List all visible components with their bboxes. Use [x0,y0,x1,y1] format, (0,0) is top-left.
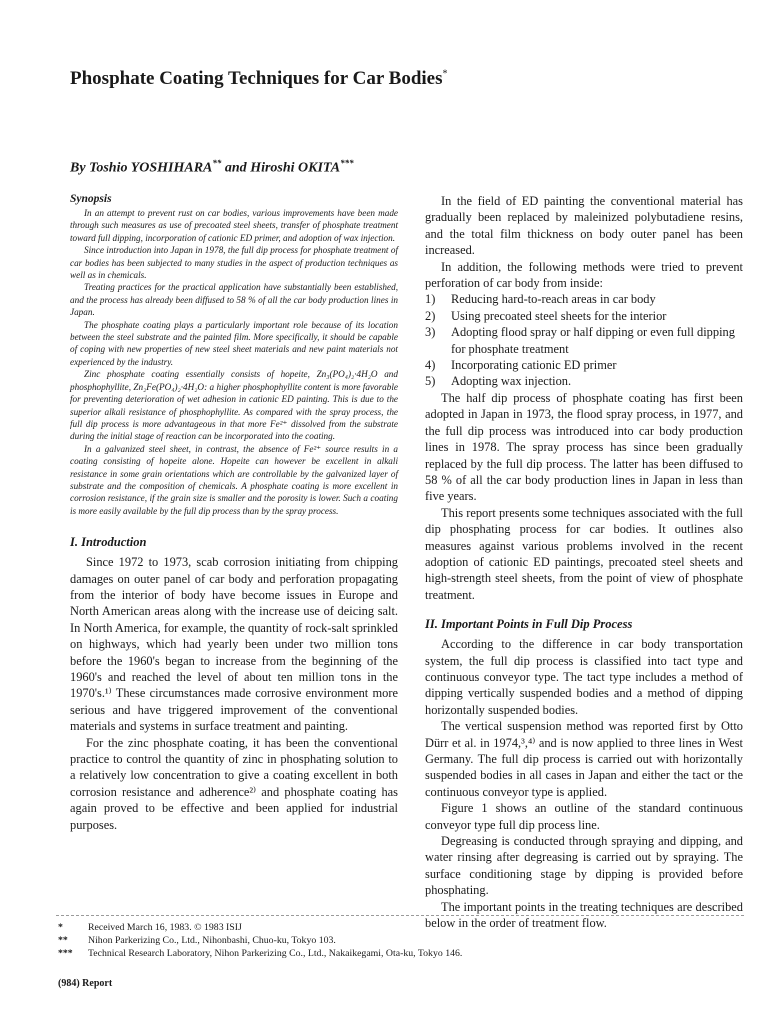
body-paragraph: The half dip process of phosphate coating has first been adopted in Japan in 1973, the flood spray process, in 1977, and the full dip process was introduced into car body production lines in 1978. The spray process has since been gradually replaced by the full dip process. The latter has been diffused to 58 % of all the car body production lines in Japan in less than five years. [425,390,743,504]
title-footnote-mark: * [442,68,448,80]
list-item-number: 1) [425,292,436,307]
synopsis [70,193,398,517]
author-2: Hiroshi OKITA [250,160,341,176]
methods-list [425,291,743,389]
list-item-text: Adopting flood spray or half dipping or even full dipping for phosphate treatment [451,325,735,356]
body-paragraph: For the zinc phosphate coating, it has been the conventional practice to control the quantity of zinc in phosphating solution to a relatively low concentration to give a coating excellent in both corrosion resistance and adherence²⁾ and phosphate coating has again proved to be effective and been applied for industrial purposes. [70,735,398,832]
paper-title: Phosphate Coating Techniques for Car Bodies* [70,68,448,89]
body-paragraph: According to the difference in car body transportation system, the full dip process is classified into tact type and continuous conveyor type. The tact type includes a method of dipping vertically suspended bodies and a method of dipping horizontally suspended bodies. [425,637,743,717]
body-paragraph: Since 1972 to 1973, scab corrosion initiating from chipping damages on outer panel of car body and perforation propagating from the interior of body have become issues in Europe and North American areas along with the increase use of deicing salt. In North America, for example, the quantity of rock-salt sprinkled on highways, which had yearly been under two million tons before the 1960's began to increase from the beginning of the 1960's and reached the level of about ten million tons in the 1970's.¹⁾ These circumstances made corrosive environment more serious and have triggered improvement of the conventional materials and systems in surface treatment and painting. [70,555,398,734]
introduction-section [70,535,398,833]
list-item-number: 2) [425,308,436,323]
body-paragraph: The important points in the treating techniques are described below in the order of treatment flow. [425,899,743,931]
list-item-text: Reducing hard-to-reach areas in car body [451,292,656,307]
author-joiner: and [221,160,251,176]
footnote-mark: ** [58,935,68,947]
body-paragraph: In addition, the following methods were tried to prevent perforation of car body from inside: [425,259,743,291]
author-1: Toshio YOSHIHARA [89,160,213,176]
list-item-text: Using precoated steel sheets for the interior [451,308,667,323]
list-item-text: Incorporating cationic ED primer [451,358,617,373]
body-paragraph: This report presents some techniques associated with the full dip phosphating process for car bodies. It outlines also measures against various problems involved in the recent adoption of cationic ED paintings, precoated steel sheets and high-strength steel sheets, from the point of view of phosphate treatment. [425,505,743,602]
synopsis-paragraph: Since introduction into Japan in 1978, the full dip process for phosphate treatment of car bodies has been subjected to many studies in the aspect of production techniques as well as in chemicals. [70,245,398,281]
footnote-text: Technical Research Laboratory, Nihon Parkerizing Co., Ltd., Nakaikegami, Ota-ku, Tokyo 146. [88,948,463,960]
synopsis-paragraph: Zinc phosphate coating essentially consists of hopeite, Zn₃(PO₄)₂·4H₂O and phosphophyllite, Zn₂Fe(PO₄)₂·4H₂O: a higher phosphophyllite content is more favorable for preventing deterioration of wet adhesion in cationic ED painting. This is due to the superior alkali resistance of phosphophyllite. As compared with the spray process, the full dip process is more advantageous in that more Fe²⁺ dissolved from the substrate during the initial stage of reaction can be incorporated into the coating. [70,369,398,442]
body-paragraph: In the field of ED painting the conventional material has gradually been replaced by maleinized polybutadiene resins, and the total film thickness on body outer panel has been increased. [425,194,743,258]
section-2-heading: II. Important Points in Full Dip Process [425,617,633,632]
list-item [425,324,743,357]
body-paragraph: Degreasing is conducted through spraying and dipping, and water rinsing after degreasing is carried out by spraying. The surface conditioning stage by dipping is provided before phosphating. [425,834,743,898]
list-item [425,373,743,389]
footnotes [58,921,748,961]
body-paragraph: The vertical suspension method was reported first by Otto Dürr et al. in 1974,³,⁴⁾ and is now applied to three lines in West Germany. The full dip process is carried out with horizontally suspended bodies in all cases in Japan and either the tact or the continuous conveyor type is applied. [425,719,743,799]
author-prefix: By [70,160,90,176]
footnote [58,921,748,934]
right-column [425,193,743,931]
introduction-heading: I. Introduction [70,535,147,550]
list-item [425,291,743,307]
footnote-text: Nihon Parkerizing Co., Ltd., Nihonbashi, Chuo-ku, Tokyo 103. [88,935,336,947]
footnote [58,934,748,947]
list-item-number: 3) [425,325,436,340]
list-item [425,357,743,373]
author-1-mark: ** [212,158,222,168]
synopsis-paragraph: Treating practices for the practical application have substantially been established, and the process has already been diffused to 58 % of all the car body production lines in Japan. [70,282,398,318]
footnote-divider [56,915,744,916]
footnote-mark: *** [58,948,73,960]
list-item-number: 5) [425,374,436,389]
footnote-text: Received March 16, 1983. © 1983 ISIJ [88,922,242,933]
author-line [70,158,710,177]
author-2-mark: *** [340,158,354,168]
synopsis-heading: Synopsis [70,193,112,205]
footnote-mark: * [58,922,63,933]
left-column [70,193,398,833]
synopsis-paragraph: The phosphate coating plays a particularly important role because of its location between the steel substrate and the painted film. More specifically, it should be capable of coping with new properties of new steel sheet materials and new paint materials not experienced by the industry. [70,319,398,367]
body-paragraph: Figure 1 shows an outline of the standard continuous conveyor type full dip process line. [425,801,743,832]
page-footer: (984) Report [58,978,113,989]
list-item-number: 4) [425,358,436,373]
footnote [58,947,748,960]
list-item [425,308,743,324]
synopsis-paragraph: In a galvanized steel sheet, in contrast, the absence of Fe²⁺ source results in a coating consisting of hopeite alone. Hopeite can however be excellent in alkali resistance in some grain orientations which are controllable by the galvanized layer of substrate and the composition of chemicals. A phosphate coating is more excellent in corrosion resistance, if the grain size is smaller and the porosity is lower. Such a coating is more easily available by the full dip process than by the spray process. [70,443,398,516]
synopsis-paragraph: In an attempt to prevent rust on car bodies, various improvements have been made through such measures as use of precoated steel sheets, transfer of phosphate treatment toward full dipping, incorporation of cationic ED primer, and adoption of wax injection. [70,208,398,243]
list-item-text: Adopting wax injection. [451,374,572,389]
